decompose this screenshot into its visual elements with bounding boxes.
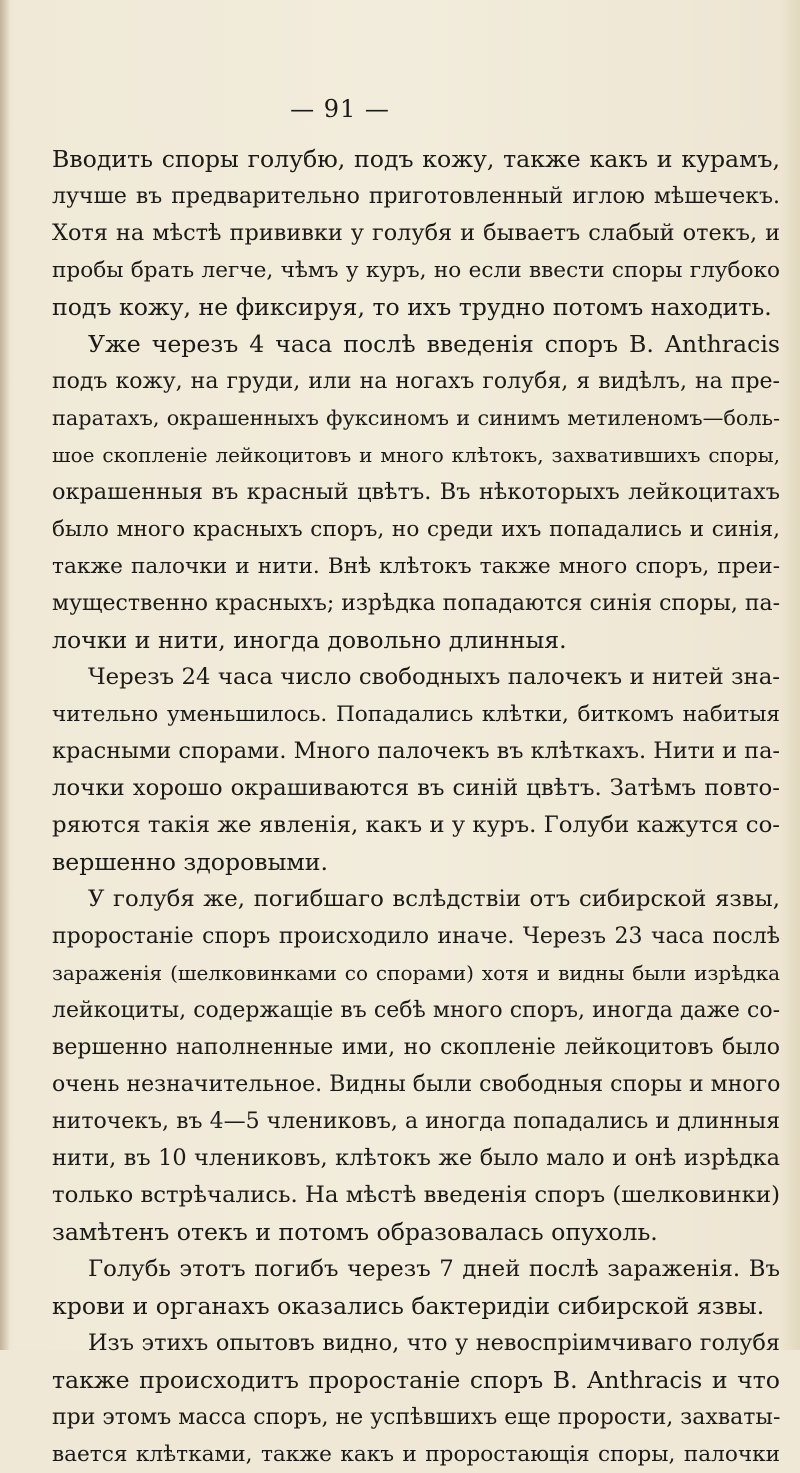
text-line: подъ кожу, не фиксируя, то ихъ трудно потомъ находить. (52, 293, 772, 321)
text-line: нити, въ 10 члениковъ, клѣтокъ же было мало и онѣ изрѣдка (52, 1145, 780, 1171)
text-line: зараженія (шелковинками со спорами) хотя и видны были изрѣдка (52, 961, 780, 985)
text-line: также палочки и нити. Внѣ клѣтокъ также много споръ, преи- (52, 554, 780, 579)
text-line: Изъ этихъ опытовъ видно, что у невоспріимчиваго голубя (88, 1330, 780, 1356)
body-text (52, 141, 780, 1473)
text-line: вается клѣтками, также какъ и проростающія споры, палочки (52, 1442, 780, 1467)
text-line: при этомъ масса споръ, не успѣвшихъ еще прорости, захваты- (52, 1405, 781, 1430)
page-number: — 91 — (290, 95, 390, 123)
text-line: чительно уменьшилось. Попадались клѣтки, биткомъ набитыя (52, 702, 780, 727)
text-line: Голубь этотъ погибъ черезъ 7 дней послѣ зараженія. Въ (88, 1256, 780, 1282)
text-line: красными спорами. Много палочекъ въ клѣткахъ. Нити и па- (52, 738, 780, 764)
text-line: пробы брать легче, чѣмъ у куръ, но если ввести споры глубоко (52, 258, 780, 283)
text-line: Вводить споры голубю, подъ кожу, также какъ и курамъ, (52, 145, 780, 173)
paragraph (52, 1251, 780, 1325)
text-line: лочки и нити, иногда довольно длинныя. (52, 626, 567, 654)
paragraph (52, 326, 780, 659)
text-line: У голубя же, погибшаго вслѣдствіи отъ сибирской язвы, (88, 886, 780, 912)
text-line: Уже черезъ 4 часа послѣ введенія споръ В. Anthracis (88, 330, 780, 358)
paragraph (52, 141, 780, 326)
text-line: паратахъ, окрашенныхъ фуксиномъ и синимъ метиленомъ—боль- (52, 406, 780, 430)
text-line: крови и органахъ оказались бактеридіи сибирской язвы. (52, 1292, 765, 1320)
text-line: вершенно наполненные ими, но скопленіе лейкоцитовъ было (52, 1035, 780, 1060)
page-edge-shadow (0, 0, 10, 1350)
text-line: ниточекъ, въ 4—5 члениковъ, а иногда попадались и длинныя (52, 1109, 780, 1134)
paragraph (52, 881, 780, 1251)
paragraph (52, 1325, 780, 1473)
text-line: подъ кожу, на груди, или на ногахъ голубя, я видѣлъ, на пре- (52, 369, 780, 394)
text-line: замѣтенъ отекъ и потомъ образовалась опухоль. (52, 1218, 658, 1246)
text-line: вершенно здоровыми. (52, 848, 328, 876)
paragraph (52, 659, 780, 881)
text-line: мущественно красныхъ; изрѣдка попадаются синія споры, па- (52, 591, 781, 616)
text-line: ряются такія же явленія, какъ и у куръ. Голуби кажутся со- (52, 812, 780, 838)
text-line: очень незначительное. Видны были свободныя споры и много (52, 1072, 781, 1097)
text-line: лейкоциты, содержащіе въ себѣ много споръ, иногда даже со- (52, 998, 780, 1023)
text-line: было много красныхъ споръ, но среди ихъ попадались и синія, (52, 517, 780, 542)
text-line: лочки хорошо окрашиваются въ синій цвѣтъ. Затѣмъ повто- (52, 775, 780, 801)
text-line: проростаніе споръ происходило иначе. Черезъ 23 часа послѣ (52, 924, 780, 949)
text-line: только встрѣчались. На мѣстѣ введенія споръ (шелковинки) (52, 1182, 781, 1208)
text-line: Хотя на мѣстѣ прививки у голубя и бываетъ слабый отекъ, и (52, 220, 780, 246)
text-line: шое скопленіе лейкоцитовъ и много клѣтокъ, захватившихъ споры, (52, 443, 780, 467)
text-line: Черезъ 24 часа число свободныхъ палочекъ и нитей зна- (88, 664, 780, 690)
text-line: окрашенныя въ красный цвѣтъ. Въ нѣкоторыхъ лейкоцитахъ (52, 479, 780, 505)
text-line: также происходитъ проростаніе споръ В. Anthracis и что (52, 1366, 780, 1394)
text-line: лучше въ предварительно приготовленный иглою мѣшечекъ. (52, 184, 780, 209)
